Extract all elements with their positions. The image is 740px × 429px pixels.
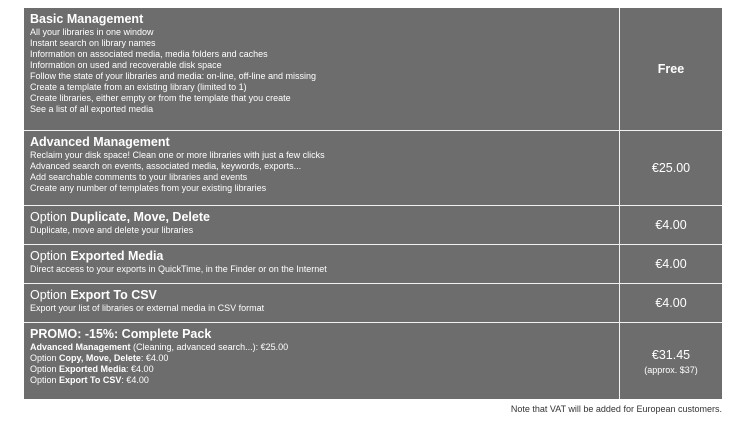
promo-line: Option Copy, Move, Delete: €4.00 xyxy=(30,353,169,363)
pricing-row-exported-media xyxy=(24,245,722,284)
price-value: Free xyxy=(657,62,685,76)
row-description xyxy=(24,131,620,205)
price-value: €31.45 xyxy=(651,347,691,362)
feature-line: Duplicate, move and delete your libraries xyxy=(30,225,194,235)
row-price xyxy=(620,245,722,283)
row-title: PROMO: -15%: Complete Pack xyxy=(30,327,212,341)
price-value: €25.00 xyxy=(651,161,691,175)
row-price xyxy=(620,131,722,205)
row-title: Advanced Management xyxy=(30,135,170,149)
feature-line: Follow the state of your libraries and media: on-line, off-line and missing xyxy=(30,71,316,81)
vat-note: Note that VAT will be added for European customers. xyxy=(510,404,722,414)
title-main: Duplicate, Move, Delete xyxy=(70,210,210,224)
row-price xyxy=(620,8,722,130)
title-prefix: Option xyxy=(30,288,71,302)
feature-line: Advanced search on events, associated media, keywords, exports... xyxy=(30,161,302,171)
promo-line: Advanced Management (Cleaning, advanced search...): €25.00 xyxy=(30,342,289,352)
row-title xyxy=(30,249,613,264)
row-description xyxy=(24,245,620,283)
row-title xyxy=(30,288,613,303)
row-price xyxy=(620,323,722,399)
row-description xyxy=(24,8,620,130)
feature-line: Export your list of libraries or external media in CSV format xyxy=(30,303,265,313)
row-price xyxy=(620,284,722,322)
feature-line: Information on associated media, media folders and caches xyxy=(30,49,268,59)
feature-line: See a list of all exported media xyxy=(30,104,154,114)
feature-line: Reclaim your disk space! Clean one or more libraries with just a few clicks xyxy=(30,150,325,160)
price-value: €4.00 xyxy=(655,257,687,271)
row-description xyxy=(24,206,620,244)
title-prefix: Option xyxy=(30,210,71,224)
price-value: €4.00 xyxy=(655,218,687,232)
row-description xyxy=(24,284,620,322)
feature-line: Create libraries, either empty or from the template that you create xyxy=(30,93,291,103)
feature-line: Create any number of templates from your existing libraries xyxy=(30,183,267,193)
title-prefix: Option xyxy=(30,249,71,263)
pricing-table xyxy=(24,8,722,399)
pricing-row-advanced xyxy=(24,131,722,206)
price-value: €4.00 xyxy=(655,296,687,310)
feature-line: Information on used and recoverable disk space xyxy=(30,60,222,70)
feature-line: All your libraries in one window xyxy=(30,27,154,37)
pricing-row-promo xyxy=(24,323,722,399)
feature-line: Direct access to your exports in QuickTime, in the Finder or on the Internet xyxy=(30,264,327,274)
price-approx: (approx. $37) xyxy=(644,364,698,375)
feature-line: Instant search on library names xyxy=(30,38,156,48)
promo-line: Option Exported Media: €4.00 xyxy=(30,364,154,374)
pricing-row-export-csv xyxy=(24,284,722,323)
title-main: Export To CSV xyxy=(70,288,157,302)
row-description xyxy=(24,323,620,399)
pricing-row-basic xyxy=(24,8,722,131)
title-main: Exported Media xyxy=(70,249,164,263)
row-price xyxy=(620,206,722,244)
promo-line: Option Export To CSV: €4.00 xyxy=(30,375,149,385)
feature-line: Create a template from an existing library (limited to 1) xyxy=(30,82,247,92)
feature-line: Add searchable comments to your libraries and events xyxy=(30,172,248,182)
row-title xyxy=(30,210,613,225)
row-title: Basic Management xyxy=(30,12,144,26)
pricing-row-duplicate xyxy=(24,206,722,245)
